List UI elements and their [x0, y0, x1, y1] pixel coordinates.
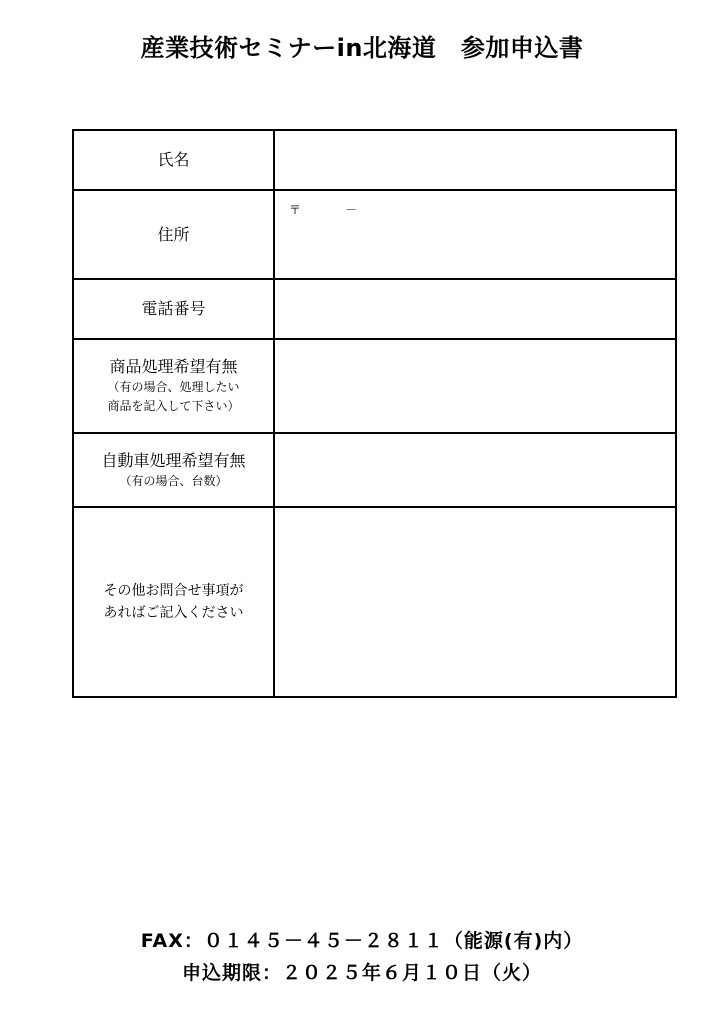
form-row-inquiry: [73, 507, 676, 697]
address-label: 住所: [157, 224, 190, 244]
page-title: 産業技術セミナーin北海道 参加申込書: [140, 34, 584, 62]
application-deadline: 申込期限：２０２５年６月１０日（火）: [181, 962, 542, 984]
name-input-cell[interactable]: [274, 130, 676, 190]
vehicle-note: （有の場合、台数）: [119, 473, 228, 488]
postal-mark: 〒: [289, 203, 302, 217]
application-form-table: [72, 129, 677, 698]
product-input-cell[interactable]: [274, 339, 676, 433]
form-row-phone: [73, 279, 676, 339]
product-note-line-2: 商品を記入して下さい）: [107, 399, 240, 413]
phone-label: 電話番号: [141, 299, 206, 318]
form-row-name: [73, 130, 676, 190]
inquiry-label-line-1: その他お問合せ事項が: [103, 583, 244, 599]
phone-label-cell: [73, 279, 274, 339]
vehicle-label-cell: [73, 433, 274, 507]
vehicle-input-cell[interactable]: [274, 433, 676, 507]
name-label: 氏名: [157, 150, 190, 169]
name-label-cell: [73, 130, 274, 190]
form-row-product: [73, 339, 676, 433]
address-label-cell: [73, 190, 274, 279]
product-label: 商品処理希望有無: [109, 357, 238, 376]
inquiry-input-cell[interactable]: [274, 507, 676, 697]
fax-number: FAX：０１４５－４５－２８１１（能源(有)内）: [140, 930, 584, 952]
form-row-vehicle: [73, 433, 676, 507]
product-note-line-1: （有の場合、処理したい: [107, 380, 240, 394]
phone-input-cell[interactable]: [274, 279, 676, 339]
inquiry-label-line-2: あればご記入ください: [103, 605, 244, 621]
inquiry-label-cell: [73, 507, 274, 697]
vehicle-label: 自動車処理希望有無: [101, 450, 246, 470]
postal-dash: －: [345, 203, 358, 217]
form-row-address: [73, 190, 676, 279]
address-input-cell[interactable]: [274, 190, 676, 279]
product-label-cell: [73, 339, 274, 433]
